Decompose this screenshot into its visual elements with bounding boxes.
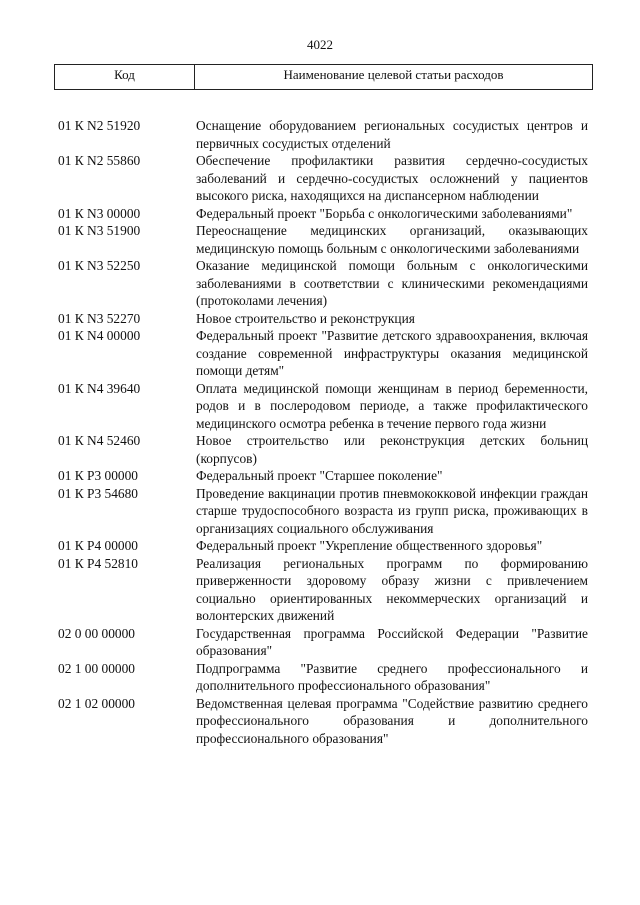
table-row	[58, 695, 588, 748]
table-row	[58, 485, 588, 538]
row-code: 01 К N2 51920	[58, 118, 141, 133]
row-name: Подпрограмма "Развитие среднего профессионального и дополнительного профессионального образования"	[196, 660, 588, 693]
row-code: 01 К Р3 54680	[58, 485, 138, 501]
row-name: Новое строительство или реконструкция детских больниц (корпусов)	[196, 433, 588, 466]
row-name: Оплата медицинской помощи женщинам в период беременности, родов и в послеродовом периоде, а также профилактического медицинского осмотра ребенка в течение первого года жизни	[196, 380, 588, 431]
row-code: 01 К Р3 00000	[58, 468, 138, 483]
row-code: 01 К Р4 52810	[58, 555, 138, 571]
row-code: 01 К N3 52250	[58, 258, 141, 273]
table-row	[58, 380, 588, 433]
row-code: 01 К N3 00000	[58, 205, 141, 221]
header-code: Код	[55, 65, 195, 89]
table-row	[58, 222, 588, 257]
row-name: Ведомственная целевая программа "Содействие развитию среднего профессионального образования и дополнительного профессионального образования"	[196, 695, 588, 746]
table-row	[58, 537, 588, 555]
row-name: Федеральный проект "Укрепление общественного здоровья"	[196, 538, 543, 553]
row-code: 01 К N3 51900	[58, 223, 141, 238]
table-row	[58, 432, 588, 467]
table-row	[58, 327, 588, 380]
table-header	[54, 64, 593, 90]
row-name: Федеральный проект "Старшее поколение"	[196, 468, 443, 483]
row-code: 01 К N2 55860	[58, 153, 141, 168]
row-name: Проведение вакцинации против пневмококковой инфекции граждан старше трудоспособного возраста из групп риска, проживающих в организациях социального обслуживания	[196, 485, 588, 536]
row-code: 01 К N4 00000	[58, 328, 141, 343]
table-row	[58, 205, 588, 223]
row-code: 02 1 02 00000	[58, 695, 135, 711]
row-code: 01 К N3 52270	[58, 310, 141, 326]
row-name: Государственная программа Российской Федерации "Развитие образования"	[196, 625, 588, 658]
row-code: 01 К N4 52460	[58, 433, 141, 448]
row-code: 02 1 00 00000	[58, 660, 135, 676]
table-row	[58, 660, 588, 695]
table-row	[58, 152, 588, 205]
table-row	[58, 310, 588, 328]
table-row	[58, 467, 588, 485]
page-number: 4022	[307, 37, 333, 52]
row-name: Обеспечение профилактики развития сердечно-сосудистых заболеваний и сердечно-сосудистых осложнений у пациентов высокого риска, находящихся на диспансерном наблюдении	[196, 153, 588, 203]
row-code: 01 К N4 39640	[58, 380, 141, 396]
table-row	[58, 625, 588, 660]
table-row	[58, 117, 588, 152]
header-name: Наименование целевой статьи расходов	[283, 67, 504, 82]
row-code: 02 0 00 00000	[58, 625, 135, 641]
row-name: Федеральный проект "Развитие детского здравоохранения, включая создание современной инфраструктуры оказания медицинской помощи детям"	[196, 328, 588, 378]
table-row	[58, 257, 588, 310]
row-name: Оказание медицинской помощи больным с онкологическими заболеваниями в соответствии с клиническими рекомендациями (протоколами лечения)	[196, 258, 588, 308]
row-name: Федеральный проект "Борьба с онкологическими заболеваниями"	[196, 205, 573, 221]
row-name: Переоснащение медицинских организаций, оказывающих медицинскую помощь больным с онкологическими заболеваниями	[196, 223, 588, 256]
table-body	[58, 117, 588, 747]
row-name: Оснащение оборудованием региональных сосудистых центров и первичных сосудистых отделений	[196, 118, 588, 151]
row-name: Новое строительство и реконструкция	[196, 310, 415, 326]
row-code: 01 К Р4 00000	[58, 538, 138, 553]
table-row	[58, 555, 588, 625]
row-name: Реализация региональных программ по формированию приверженности здоровому образу жизни с привлечением социально ориентированных некоммерческих организаций и волонтерских движений	[196, 555, 588, 623]
